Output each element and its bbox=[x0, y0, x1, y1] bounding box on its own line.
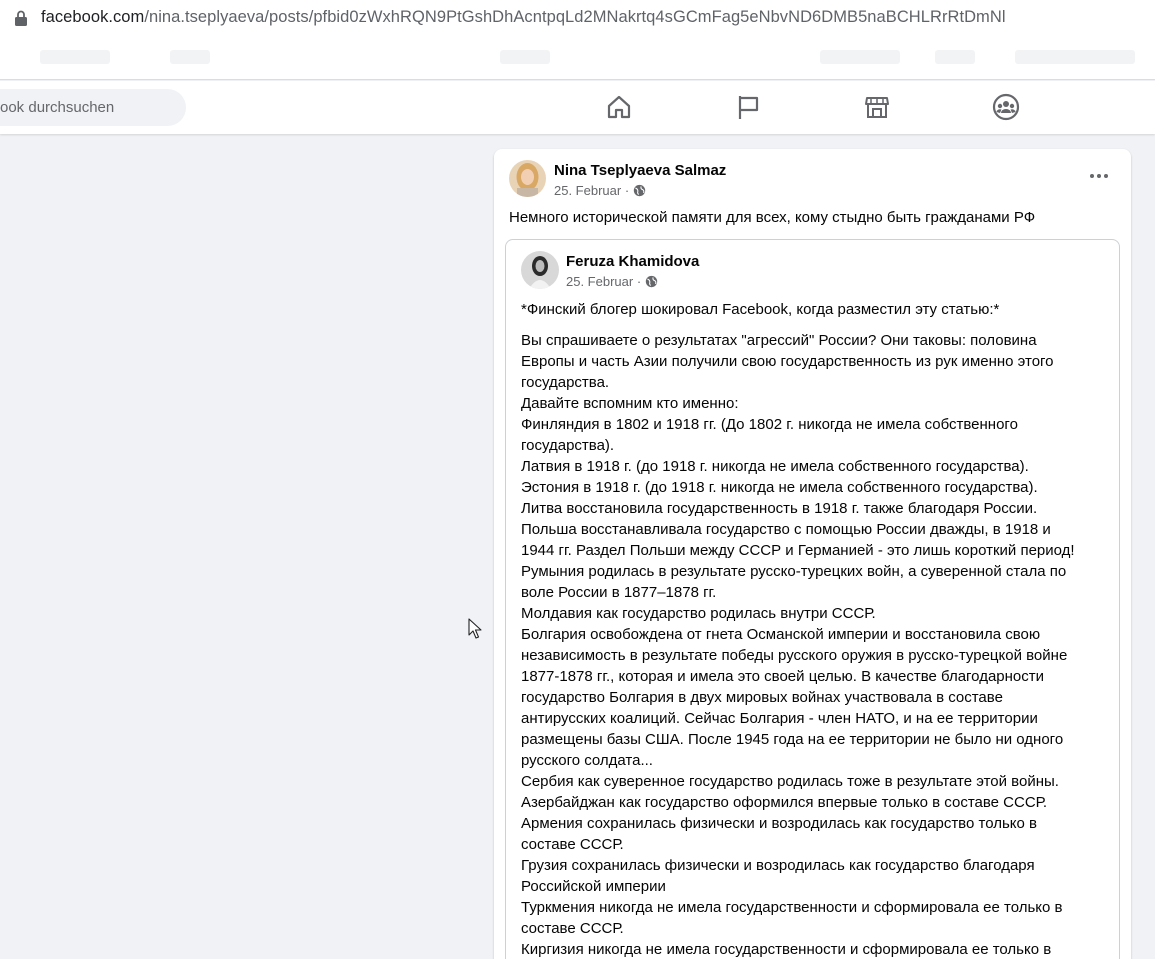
avatar-photo-icon bbox=[509, 160, 546, 197]
shared-post-line: Сербия как суверенное государство родилась тоже в результате этой войны. bbox=[521, 773, 1059, 790]
mouse-cursor-icon bbox=[468, 618, 482, 640]
shared-post-line: Армения сохранилась физически и возродилась как государство только в bbox=[521, 815, 1037, 832]
url-path: /nina.tseplyaeva/posts/pfbid0zWxhRQN9PtGshDhAcntpqLd2MNakrtq4sGCmFag5eNbvND6DMB5naBCHLRrRtDmNl bbox=[144, 8, 1006, 26]
shared-post-meta bbox=[566, 274, 658, 289]
bookmark-placeholder bbox=[170, 50, 210, 64]
groups-icon[interactable] bbox=[992, 93, 1020, 121]
bookmarks-bar bbox=[0, 36, 1155, 80]
shared-post-line: Литва восстановила государственность в 1918 г. также благодаря России. bbox=[521, 500, 1038, 517]
avatar-photo-icon bbox=[521, 251, 559, 289]
pages-flag-icon[interactable] bbox=[735, 93, 763, 121]
shared-post-line: Вы спрашиваете о результатах "агрессий" России? Они таковы: половина bbox=[521, 332, 1037, 349]
shared-post-line: размещены базы США. После 1945 года на ее территории не было ни одного bbox=[521, 731, 1064, 748]
bookmark-placeholder bbox=[935, 50, 975, 64]
post-author-name[interactable]: Nina Tseplyaeva Salmaz bbox=[554, 162, 727, 179]
globe-icon bbox=[645, 275, 658, 288]
shared-post-line: Азербайджан как государство оформился впервые только в составе СССР. bbox=[521, 794, 1048, 811]
shared-post-line: Молдавия как государство родилась внутри СССР. bbox=[521, 605, 876, 622]
post-meta bbox=[554, 183, 646, 198]
shared-post-line: Туркмения никогда не имела государственности и сформировала ее только в bbox=[521, 899, 1063, 916]
shared-post-line: антирусских коалиций. Сейчас Болгария - член НАТО, и на ее территории bbox=[521, 710, 1038, 727]
bookmark-placeholder bbox=[500, 50, 550, 64]
shared-post-line: Румыния родилась в результате русско-турецких войн, а суверенной стала по bbox=[521, 563, 1067, 580]
shared-post bbox=[505, 239, 1120, 959]
shared-post-line: Польша восстанавливала государство с помощью России дважды, в 1918 и bbox=[521, 521, 1051, 538]
shared-post-line: государства). bbox=[521, 437, 615, 454]
search-box[interactable] bbox=[0, 89, 186, 126]
post-text: Немного исторической памяти для всех, кому стыдно быть гражданами РФ bbox=[509, 209, 1036, 226]
shared-post-line: Латвия в 1918 г. (до 1918 г. никогда не имела собственного государства). bbox=[521, 458, 1029, 475]
shared-post-line: 1877-1878 гг., которая и имела это своей целью. В качестве благодарности bbox=[521, 668, 1045, 685]
browser-address-bar[interactable] bbox=[0, 0, 1155, 36]
shared-post-title: *Финский блогер шокировал Facebook, когда разместил эту статью:* bbox=[521, 301, 1000, 318]
bookmark-placeholder bbox=[1015, 50, 1135, 64]
shared-post-line: Эстония в 1918 г. (до 1918 г. никогда не имела собственного государства). bbox=[521, 479, 1038, 496]
shared-post-line: государство Болгария в двух мировых войнах участвовала в составе bbox=[521, 689, 1003, 706]
shared-post-line: воле России в 1877–1878 гг. bbox=[521, 584, 717, 601]
shared-post-line: 1944 гг. Раздел Польши между СССР и Германией - это лишь короткий период! bbox=[521, 542, 1075, 559]
shared-post-line: составе СССР. bbox=[521, 836, 624, 853]
facebook-header bbox=[0, 81, 1155, 134]
shared-post-line: русского солдата... bbox=[521, 752, 653, 769]
shared-post-line: независимость в результате победы русского оружия в русско-турецкой войне bbox=[521, 647, 1068, 664]
search-input[interactable] bbox=[0, 89, 180, 126]
shared-post-line: Финляндия в 1802 и 1918 гг. (До 1802 г. никогда не имела собственного bbox=[521, 416, 1018, 433]
post-date[interactable]: 25. Februar · bbox=[554, 183, 630, 198]
post-card bbox=[494, 149, 1131, 959]
shared-post-line: Грузия сохранилась физически и возродилась как государство благодаря bbox=[521, 857, 1035, 874]
shared-post-line: Давайте вспомним кто именно: bbox=[521, 395, 739, 412]
marketplace-icon[interactable] bbox=[863, 93, 891, 121]
shared-author-name[interactable]: Feruza Khamidova bbox=[566, 253, 700, 270]
shared-post-line: Европы и часть Азии получили свою государственность из рук именно этого bbox=[521, 353, 1054, 370]
shared-post-line: Российской империи bbox=[521, 878, 666, 895]
shared-avatar[interactable] bbox=[521, 251, 559, 289]
avatar[interactable] bbox=[509, 160, 546, 197]
shared-post-date[interactable]: 25. Februar · bbox=[566, 274, 642, 289]
url-host: facebook.com bbox=[41, 8, 145, 26]
shared-post-line: Киргизия никогда не имела государственности и сформировала ее только в bbox=[521, 941, 1052, 958]
shared-post-body bbox=[521, 330, 1111, 959]
shared-post-line: государства. bbox=[521, 374, 610, 391]
home-icon[interactable] bbox=[605, 93, 633, 121]
globe-icon bbox=[633, 184, 646, 197]
shared-post-line: Болгария освобождена от гнета Османской империи и восстановила свою bbox=[521, 626, 1041, 643]
bookmark-placeholder bbox=[820, 50, 900, 64]
url-text[interactable] bbox=[41, 8, 1006, 27]
more-options-icon[interactable] bbox=[1087, 167, 1111, 185]
shared-post-line: составе СССР. bbox=[521, 920, 624, 937]
bookmark-placeholder bbox=[40, 50, 110, 64]
lock-icon[interactable] bbox=[14, 10, 28, 26]
